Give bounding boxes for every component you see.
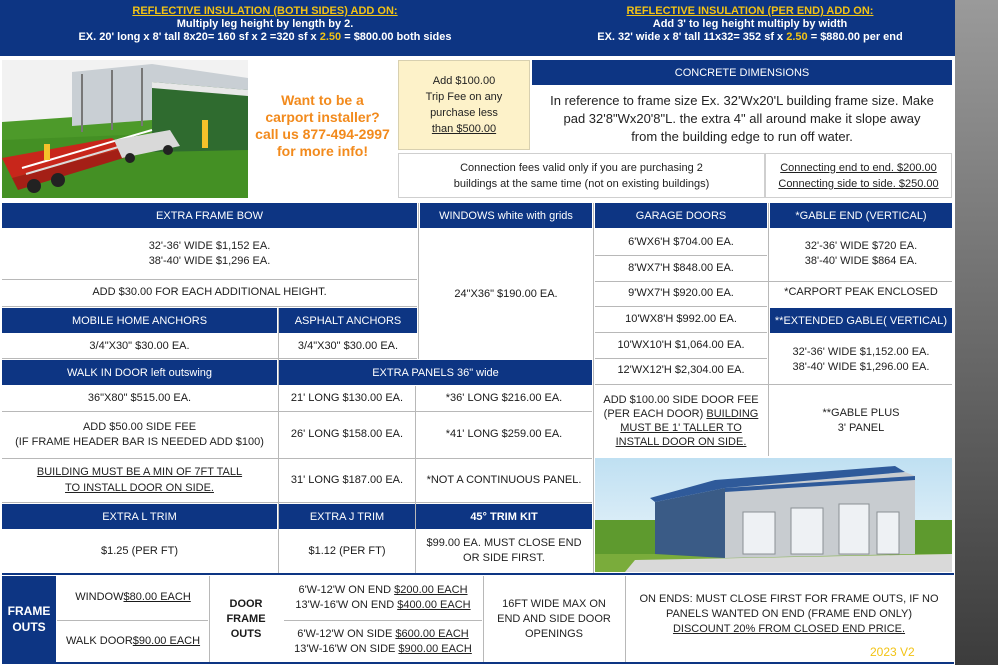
- frame-out-end-small: 6'W-12'W ON END $200.00 EACH: [298, 584, 468, 596]
- gable-end-header: *GABLE END (VERTICAL): [770, 203, 952, 228]
- mobile-home-anchors-price: 3/4"X30" $30.00 EA.: [89, 339, 190, 352]
- connection-prices: [765, 153, 952, 198]
- trim-kit-price: [416, 531, 592, 571]
- panel-price-right: *NOT A CONTINUOUS PANEL.: [426, 473, 582, 486]
- panel-price-left: 21' LONG $130.00 EA.: [290, 391, 404, 404]
- grid-line: [595, 332, 767, 333]
- walk-door-note2: TO INSTALL DOOR ON SIDE.: [65, 482, 214, 494]
- grid-line: [2, 458, 592, 459]
- panel-price-left: 26' LONG $158.00 EA.: [290, 428, 404, 441]
- installer-callout: [250, 92, 395, 160]
- side-door-fee: [595, 386, 767, 456]
- grid-line: [57, 620, 208, 621]
- garage-door-item: 10'WX8'H $992.00 EA.: [625, 313, 737, 326]
- frame-outs-label: FRAME OUTS: [2, 576, 56, 662]
- extra-frame-bow-header: EXTRA FRAME BOW: [2, 203, 417, 228]
- side-door-fee-line3: MUST BE 1' TALLER TO: [620, 422, 742, 434]
- extra-frame-bow-prices: [2, 230, 417, 278]
- windows-price: 24"X36" $190.00 EA.: [454, 287, 558, 300]
- grid-line: [415, 386, 416, 573]
- insulation-banner: [0, 0, 955, 56]
- gable-plus-panel: [770, 386, 952, 456]
- installer-line4: for more info!: [277, 143, 368, 159]
- insulation-both-line2: EX. 20' long x 8' tall 8x20= 160 sf x 2 =320 sf x 2.50 = $800.00 both sides: [78, 31, 452, 43]
- metal-building-photo: [595, 458, 952, 572]
- walk-in-door-price: 36"X80" $515.00 EA.: [87, 391, 192, 404]
- gable-plus-line2: 3' PANEL: [837, 422, 885, 434]
- installer-line2: carport installer?: [265, 109, 380, 125]
- trip-fee-line4: than $500.00: [431, 123, 497, 135]
- grid-line: [595, 358, 767, 359]
- installer-line1: Want to be a: [281, 92, 364, 108]
- carport-installer-photo: [2, 60, 248, 198]
- insulation-end-title: REFLECTIVE INSULATION (PER END) ADD ON:: [626, 5, 874, 17]
- panel-price-right: *41' LONG $259.00 EA.: [445, 428, 563, 441]
- right-margin: [955, 0, 998, 665]
- extra-j-trim-price: $1.12 (PER FT): [308, 544, 386, 557]
- extra-l-trim-price: $1.25 (PER FT): [100, 544, 179, 557]
- side-door-fee-line1: ADD $100.00 SIDE DOOR FEE: [603, 394, 759, 406]
- connection-fees-note: [398, 153, 765, 198]
- gable-end-prices: [770, 230, 952, 278]
- garage-door-item: 10'WX10'H $1,064.00 EA.: [617, 339, 745, 352]
- trim-kit-line1: $99.00 EA. MUST CLOSE END: [426, 537, 582, 549]
- door-frame-outs-label: DOOR FRAME OUTS: [226, 597, 266, 640]
- side-door-fee-line4: INSTALL DOOR ON SIDE.: [615, 436, 747, 448]
- asphalt-anchors-price: 3/4"X30" $30.00 EA.: [297, 339, 399, 352]
- grid-line: [768, 203, 769, 456]
- garage-door-item: 6'WX6'H $704.00 EA.: [628, 236, 734, 249]
- side-door-fee-line2: (PER EACH DOOR) BUILDING: [603, 408, 759, 420]
- grid-line: [595, 281, 952, 282]
- insulation-end-line1: Add 3' to leg height multiply by width: [652, 18, 848, 30]
- garage-doors-header: GARAGE DOORS: [595, 203, 767, 228]
- frame-bow-line2: 38'-40' WIDE $1,296 EA.: [148, 255, 271, 267]
- extended-gable-prices: [770, 336, 952, 384]
- frame-bow-additional-height: ADD $30.00 FOR EACH ADDITIONAL HEIGHT.: [92, 286, 327, 299]
- connection-line2: buildings at the same time (not on existing buildings): [453, 177, 710, 190]
- garage-door-item: 12'WX12'H $2,304.00 EA.: [617, 364, 745, 377]
- connect-end-to-end: Connecting end to end. $200.00: [780, 161, 937, 174]
- grid-line: [595, 255, 767, 256]
- grid-line: [2, 306, 417, 307]
- grid-line: [593, 203, 594, 573]
- concrete-header: CONCRETE DIMENSIONS: [532, 60, 952, 85]
- walk-door-frame-out: WALK DOOR $90.00 EACH: [65, 634, 201, 647]
- gable-end-line2: 38'-40' WIDE $864 EA.: [804, 255, 918, 267]
- walk-door-note1: BUILDING MUST BE A MIN OF 7FT TALL: [36, 466, 243, 478]
- asphalt-anchors-header: ASPHALT ANCHORS: [279, 308, 417, 333]
- frame-out-side-small: 6'W-12'W ON SIDE $600.00 EACH: [297, 628, 469, 640]
- extra-l-trim-header: EXTRA L TRIM: [2, 504, 277, 529]
- grid-line: [2, 662, 954, 664]
- grid-line: [2, 573, 954, 575]
- concrete-line3: from the building edge to run off water.: [631, 129, 853, 144]
- trip-fee-line2: Trip Fee on any: [425, 91, 503, 103]
- panel-price-right: *36' LONG $216.00 EA.: [445, 391, 563, 404]
- walk-in-door-side-fee: [2, 412, 277, 457]
- insulation-per-end: [540, 5, 960, 44]
- grid-line: [284, 620, 482, 621]
- insulation-end-line2: EX. 32' wide x 8' tall 11x32= 352 sf x 2.50 = $880.00 per end: [597, 31, 903, 43]
- connect-side-to-side: Connecting side to side. $250.00: [778, 177, 939, 190]
- garage-door-item: 8'WX7'H $848.00 EA.: [628, 262, 734, 275]
- extended-gable-line1: 32'-36' WIDE $1,152.00 EA.: [792, 346, 930, 358]
- installer-phone[interactable]: call us 877-494-2997: [255, 126, 390, 142]
- extended-gable-header: **EXTENDED GABLE( VERTICAL): [770, 308, 952, 333]
- walk-in-door-min-height: [2, 459, 277, 501]
- insulation-both-title: REFLECTIVE INSULATION (BOTH SIDES) ADD ON:: [132, 5, 398, 17]
- grid-line: [625, 576, 626, 662]
- extra-panels-header: EXTRA PANELS 36" wide: [279, 360, 592, 385]
- trip-fee-line3: purchase less: [430, 107, 498, 119]
- grid-line: [209, 576, 210, 662]
- connection-line1: Connection fees valid only if you are purchasing 2: [460, 161, 703, 174]
- ends-frame-out-note: ON ENDS: MUST CLOSE FIRST FOR FRAME OUTS, IF NO PANELS WANTED ON END (FRAME END ONLY) DISCOUNT 20% FROM CLOSED END PRICE.: [639, 593, 939, 635]
- windows-header: WINDOWS white with grids: [420, 203, 592, 228]
- grid-line: [2, 411, 592, 412]
- trim-kit-header: 45° TRIM KIT: [416, 504, 592, 529]
- gable-end-line1: 32'-36' WIDE $720 EA.: [804, 240, 918, 252]
- concrete-line2: pad 32'8"Wx20'8"L. the extra 4" all around make it slope away: [563, 111, 921, 126]
- frame-bow-line1: 32'-36' WIDE $1,152 EA.: [148, 240, 271, 252]
- insulation-both-sides: [0, 5, 530, 44]
- extra-j-trim-header: EXTRA J TRIM: [279, 504, 415, 529]
- version-label: 2023 V2: [870, 645, 915, 659]
- trip-fee-box: [398, 60, 530, 150]
- grid-line: [2, 502, 592, 503]
- grid-line: [595, 384, 952, 385]
- grid-line: [483, 576, 484, 662]
- concrete-text: [532, 92, 952, 146]
- trim-kit-line2: OR SIDE FIRST.: [463, 552, 545, 564]
- grid-line: [2, 279, 417, 280]
- window-frame-out: WINDOW $80.00 EACH: [75, 591, 191, 604]
- frame-out-side-large: 13'W-16'W ON SIDE $900.00 EACH: [294, 643, 472, 655]
- carport-peak-enclosed: *CARPORT PEAK ENCLOSED: [784, 286, 938, 299]
- gable-plus-line1: **GABLE PLUS: [822, 407, 900, 419]
- mobile-home-anchors-header: MOBILE HOME ANCHORS: [2, 308, 277, 333]
- grid-line: [278, 308, 279, 573]
- concrete-line1: In reference to frame size Ex. 32'Wx20'L building frame size. Make: [550, 93, 934, 108]
- grid-line: [2, 358, 417, 359]
- walk-door-fee-line1: ADD $50.00 SIDE FEE: [82, 420, 197, 433]
- grid-line: [418, 203, 419, 359]
- door-frame-outs-end: [284, 578, 482, 618]
- grid-line: [595, 306, 767, 307]
- garage-door-item: 9'WX7'H $920.00 EA.: [628, 287, 734, 300]
- door-frame-outs-side: [284, 622, 482, 662]
- trip-fee-line1: Add $100.00: [432, 75, 496, 87]
- insulation-both-line1: Multiply leg height by length by 2.: [176, 18, 354, 30]
- walk-in-door-header: WALK IN DOOR left outswing: [2, 360, 277, 385]
- extended-gable-line2: 38'-40' WIDE $1,296.00 EA.: [792, 361, 930, 373]
- max-width-note: 16FT WIDE MAX ON END AND SIDE DOOR OPENINGS: [497, 597, 611, 640]
- walk-door-fee-line2: (IF FRAME HEADER BAR IS NEEDED ADD $100): [15, 435, 264, 448]
- frame-out-end-large: 13'W-16'W ON END $400.00 EACH: [295, 599, 471, 611]
- panel-price-left: 31' LONG $187.00 EA.: [290, 473, 404, 486]
